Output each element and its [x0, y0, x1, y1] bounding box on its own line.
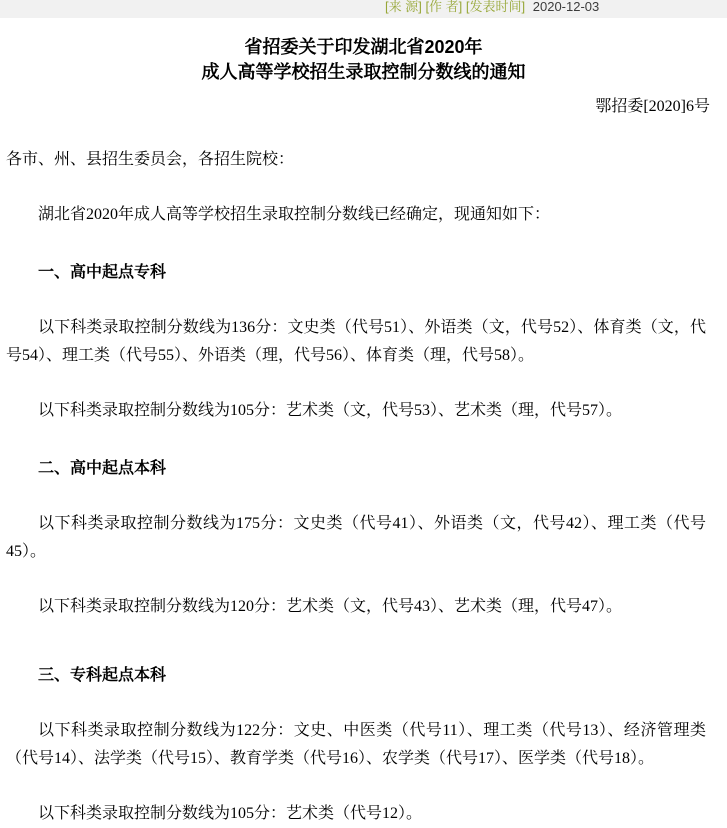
section-1-score-paragraph-1: 以下科类录取控制分数线为136分：文史类（代号51）、外语类（文，代号52）、体育类（文，代号54）、理工类（代号55）、外语类（理，代号56）、体育类（理，代号58）。: [6, 319, 706, 364]
section-1-heading: 一、高中起点专科: [38, 264, 167, 281]
section-2-score-paragraph-2: 以下科类录取控制分数线为120分：艺术类（文，代号43）、艺术类（理，代号47）。: [38, 598, 623, 615]
article-meta-bar: [0, 0, 727, 18]
section-3-score-paragraph-1: 以下科类录取控制分数线为122分：文史、中医类（代号11）、理工类（代号13）、经济管理类（代号14）、法学类（代号15）、教育学类（代号16）、农学类（代号17）、医学类（代号18）。: [6, 722, 706, 767]
section-3-score-paragraph-2: 以下科类录取控制分数线为105分：艺术类（代号12）。: [38, 805, 423, 822]
intro-paragraph: 湖北省2020年成人高等学校招生录取控制分数线已经确定，现通知如下：: [38, 206, 551, 223]
page-title: [0, 35, 727, 85]
section-1-score-paragraph-2: 以下科类录取控制分数线为105分：艺术类（文，代号53）、艺术类（理，代号57）。: [38, 402, 623, 419]
section-2-score-paragraph-1: 以下科类录取控制分数线为175分：文史类（代号41）、外语类（文，代号42）、理工类（代号45）。: [6, 515, 706, 560]
page-title-line-1: 省招委关于印发湖北省2020年: [244, 37, 483, 57]
document-number: 鄂招委[2020]6号: [595, 98, 710, 115]
page-title-line-2: 成人高等学校招生录取控制分数线的通知: [201, 62, 526, 82]
salutation: 各市、州、县招生委员会，各招生院校：: [6, 151, 295, 168]
article-meta: [385, 0, 599, 15]
document-body: [0, 35, 727, 828]
section-3-heading: 三、专科起点本科: [38, 667, 167, 684]
section-2-heading: 二、高中起点本科: [38, 460, 167, 477]
publish-date: 2020-12-03: [532, 0, 600, 14]
meta-source-author-labels: [来 源] [作 者] [发表时间]: [385, 0, 526, 14]
